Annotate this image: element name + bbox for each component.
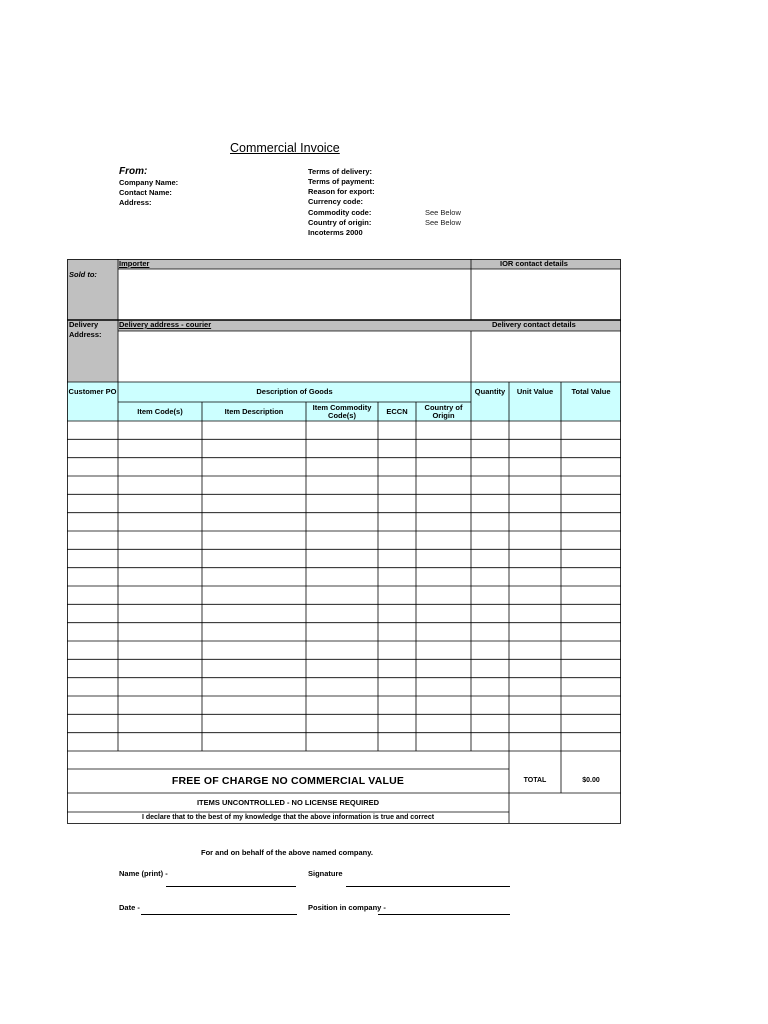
item-commodity-codes-header: Item Commodity Code(s) [312,402,372,420]
contact-name-label: Contact Name: [119,188,172,197]
reason-for-export-label: Reason for export: [308,187,375,196]
page-title: Commercial Invoice [230,141,340,155]
incoterms-label: Incoterms 2000 [308,228,363,237]
address-label: Address: [119,198,152,207]
date-line[interactable] [141,914,297,915]
total-value-header: Total Value [571,387,611,396]
delivery-contact-header: Delivery contact details [492,320,576,329]
eccn-header: ECCN [386,406,408,416]
license-text: ITEMS UNCONTROLLED - NO LICENSE REQUIRED [196,797,380,807]
item-codes-header: Item Code(s) [137,406,183,416]
delivery-address-header: Delivery address - courier [119,320,212,329]
commodity-code-label: Commodity code: [308,208,372,217]
delivery-label-line2: Address: [69,330,102,339]
item-description-header: Item Description [224,406,284,416]
terms-of-payment-label: Terms of payment: [308,177,375,186]
total-label: TOTAL [523,777,547,784]
importer-header: Importer [119,259,150,268]
country-of-origin-value: See Below [425,218,461,227]
currency-code-label: Currency code: [308,197,364,206]
behalf-text: For and on behalf of the above named company. [201,848,373,857]
from-label: From: [119,166,148,177]
invoice-grid [67,259,621,824]
signature-line[interactable] [346,886,510,887]
customer-po-header: Customer PO [68,387,117,396]
position-label: Position in company - [308,903,386,912]
unit-value-header: Unit Value [516,387,554,396]
sold-to-label: Sold to: [69,270,97,279]
grid-lines [67,259,621,825]
name-print-line[interactable] [166,886,296,887]
name-print-label: Name (print) - [119,869,168,878]
delivery-label-line1: Delivery [69,320,99,329]
country-of-origin-label: Country of origin: [308,218,372,227]
signature-label: Signature [308,869,343,878]
date-label: Date - [119,903,140,912]
total-value: $0.00 [582,777,600,784]
declaration-text: I declare that to the best of my knowledge that the above information is true and correct [141,813,435,821]
free-of-charge-text: FREE OF CHARGE NO COMMERCIAL VALUE [171,775,405,787]
country-of-origin-header: Country of Origin [424,402,463,420]
company-name-label: Company Name: [119,178,179,187]
terms-of-delivery-label: Terms of delivery: [308,167,373,176]
position-line[interactable] [378,914,510,915]
description-of-goods-header: Description of Goods [256,387,333,396]
quantity-header: Quantity [474,387,506,396]
commodity-code-value: See Below [425,208,461,217]
ior-contact-header: IOR contact details [500,259,568,268]
